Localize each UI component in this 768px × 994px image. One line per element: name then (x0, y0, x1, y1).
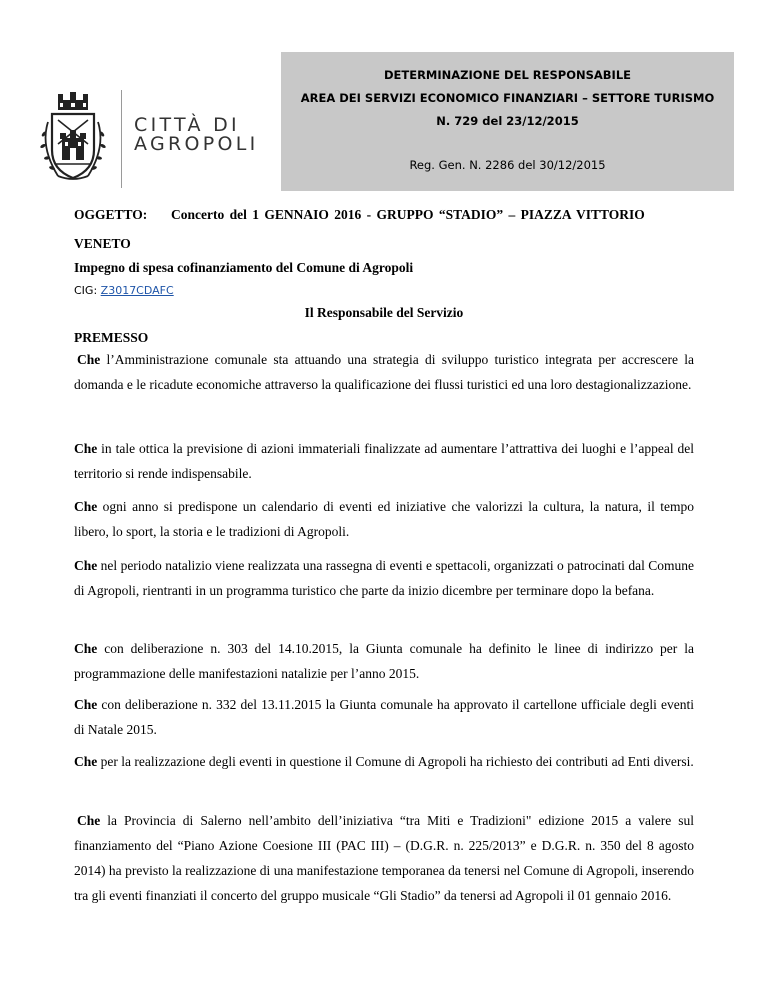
paragraph-lead: Che (74, 641, 98, 656)
paragraph (74, 553, 694, 603)
paragraph-text: ogni anno si predispone un calendario di eventi ed iniziative che valorizzi la cultura, la natura, il tempo libero, lo sport, la storia e le tradizioni di Agropoli. (74, 499, 694, 539)
paragraph (74, 692, 694, 742)
city-name-line1: CITTÀ DI (134, 114, 240, 136)
department-line: AREA DEI SERVIZI ECONOMICO FINANZIARI – SETTORE TURISMO (300, 91, 715, 105)
subject-label: OGGETTO: (74, 207, 148, 222)
paragraph-lead: Che (77, 352, 101, 367)
paragraph-text: in tale ottica la previsione di azioni immateriali finalizzate ad aumentare l’attrattiva dei luoghi e l’appeal del territorio si rende indispensabile. (74, 441, 694, 481)
subject-impegno: Impegno di spesa cofinanziamento del Comune di Agropoli (74, 260, 414, 275)
determination-title: DETERMINAZIONE DEL RESPONSABILE (383, 68, 632, 82)
subject-text: Concerto del 1 GENNAIO 2016 - GRUPPO “STADIO” – PIAZZA VITTORIO (171, 207, 645, 222)
paragraph (74, 436, 694, 486)
cig-label: CIG: (74, 284, 98, 297)
city-name-line2: AGROPOLI (134, 133, 259, 155)
paragraph (74, 808, 694, 908)
paragraph (74, 749, 694, 774)
city-crest-icon (38, 92, 108, 184)
paragraph-lead: Che (74, 441, 98, 456)
logo-divider (121, 90, 122, 188)
paragraph-text: nel periodo natalizio viene realizzata una rassegna di eventi e spettacoli, organizzati o patrocinati dal Comune di Agropoli, rientranti in un programma turistico che parte da inizio dicembre per terminare dopo la befana. (74, 558, 694, 598)
paragraph-lead: Che (74, 499, 98, 514)
determination-number: N. 729 del 23/12/2015 (436, 114, 579, 128)
paragraph-lead: Che (77, 813, 101, 828)
cig-value-link[interactable]: Z3017CDAFC (100, 284, 174, 297)
paragraph-lead: Che (74, 558, 98, 573)
paragraph (74, 347, 694, 397)
section-responsabile-heading: Il Responsabile del Servizio (304, 305, 464, 320)
paragraph-text: l’Amministrazione comunale sta attuando una strategia di sviluppo turistico integrata per accrescere la domanda e le ricadute economiche attraverso la qualificazione dei flussi turistici ed una loro destagionalizzazione. (74, 352, 694, 392)
paragraph-lead: Che (74, 754, 98, 769)
paragraph-text: la Provincia di Salerno nell’ambito dell’iniziativa “tra Miti e Tradizioni" edizione 2015 a valere sul finanziamento del “Piano Azione Coesione III (PAC III) – (D.G.R. n. 225/2013” e D.G.R. n. 350 del 8 agosto 2014) ha previsto la realizzazione di una manifestazione temporanea da tenersi nel Comune di Agropoli, inserendo tra gli eventi finanziati il concerto del gruppo musicale “Gli Stadio” da tenersi ad Agropoli il 01 gennaio 2016. (74, 813, 694, 903)
paragraph (74, 636, 694, 686)
general-register-number: Reg. Gen. N. 2286 del 30/12/2015 (409, 158, 606, 172)
paragraph-lead: Che (74, 697, 98, 712)
paragraph-text: con deliberazione n. 332 del 13.11.2015 la Giunta comunale ha approvato il cartellone ufficiale degli eventi di Natale 2015. (74, 697, 694, 737)
paragraph-text: per la realizzazione degli eventi in questione il Comune di Agropoli ha richiesto dei contributi ad Enti diversi. (97, 754, 694, 769)
premesso-heading: PREMESSO (74, 330, 149, 345)
paragraph-text: con deliberazione n. 303 del 14.10.2015, la Giunta comunale ha definito le linee di indirizzo per la programmazione delle manifestazioni natalizie per l’anno 2015. (74, 641, 694, 681)
cig-line (74, 284, 174, 297)
determination-header-box (281, 52, 734, 191)
paragraph (74, 494, 694, 544)
subject-text-continued: VENETO (74, 236, 131, 251)
